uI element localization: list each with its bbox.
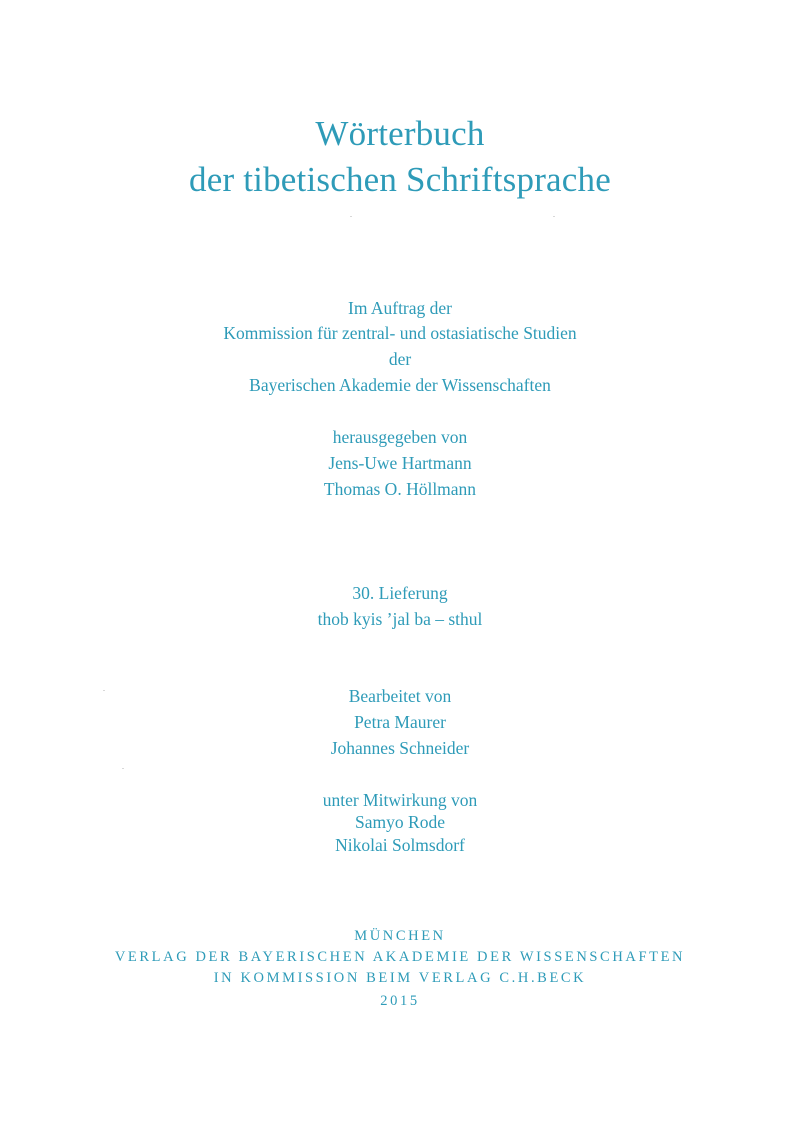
issue-number: 30. Lieferung [352,583,448,603]
compiler-name: Petra Maurer [354,712,446,732]
editor-name: Jens-Uwe Hartmann [328,453,472,473]
editor-name: Thomas O. Höllmann [323,479,477,499]
scan-speck [122,768,124,769]
commission-line-3: der [388,349,412,369]
commission-line-4: Bayerischen Akademie der Wissenschaften [249,375,551,395]
imprint-publisher: VERLAG DER BAYERISCHEN AKADEMIE DER WISSENSCHAFTEN [114,949,686,965]
book-title-line-1: Wörterbuch [315,114,485,153]
imprint-year: 2015 [380,993,420,1009]
imprint-commission: IN KOMMISSION BEIM VERLAG C.H.BECK [213,970,587,986]
collaborator-name: Nikolai Solmsdorf [335,835,465,855]
commission-line-2: Kommission für zentral- und ostasiatische Studien [223,323,577,343]
scan-speck [553,216,555,217]
collaborator-name: Samyo Rode [355,812,445,832]
book-title-line-2: der tibetischen Schriftsprache [189,160,611,199]
scan-speck [350,216,352,217]
commission-line-1: Im Auftrag der [348,298,452,318]
issue-range: thob kyis ’jal ba – sthul [317,609,483,629]
compiler-name: Johannes Schneider [330,738,470,758]
compilers-intro: Bearbeitet von [348,686,452,706]
editors-intro: herausgegeben von [332,427,468,447]
imprint-city: MÜNCHEN [354,928,446,944]
collaborators-intro: unter Mitwirkung von [322,790,478,810]
